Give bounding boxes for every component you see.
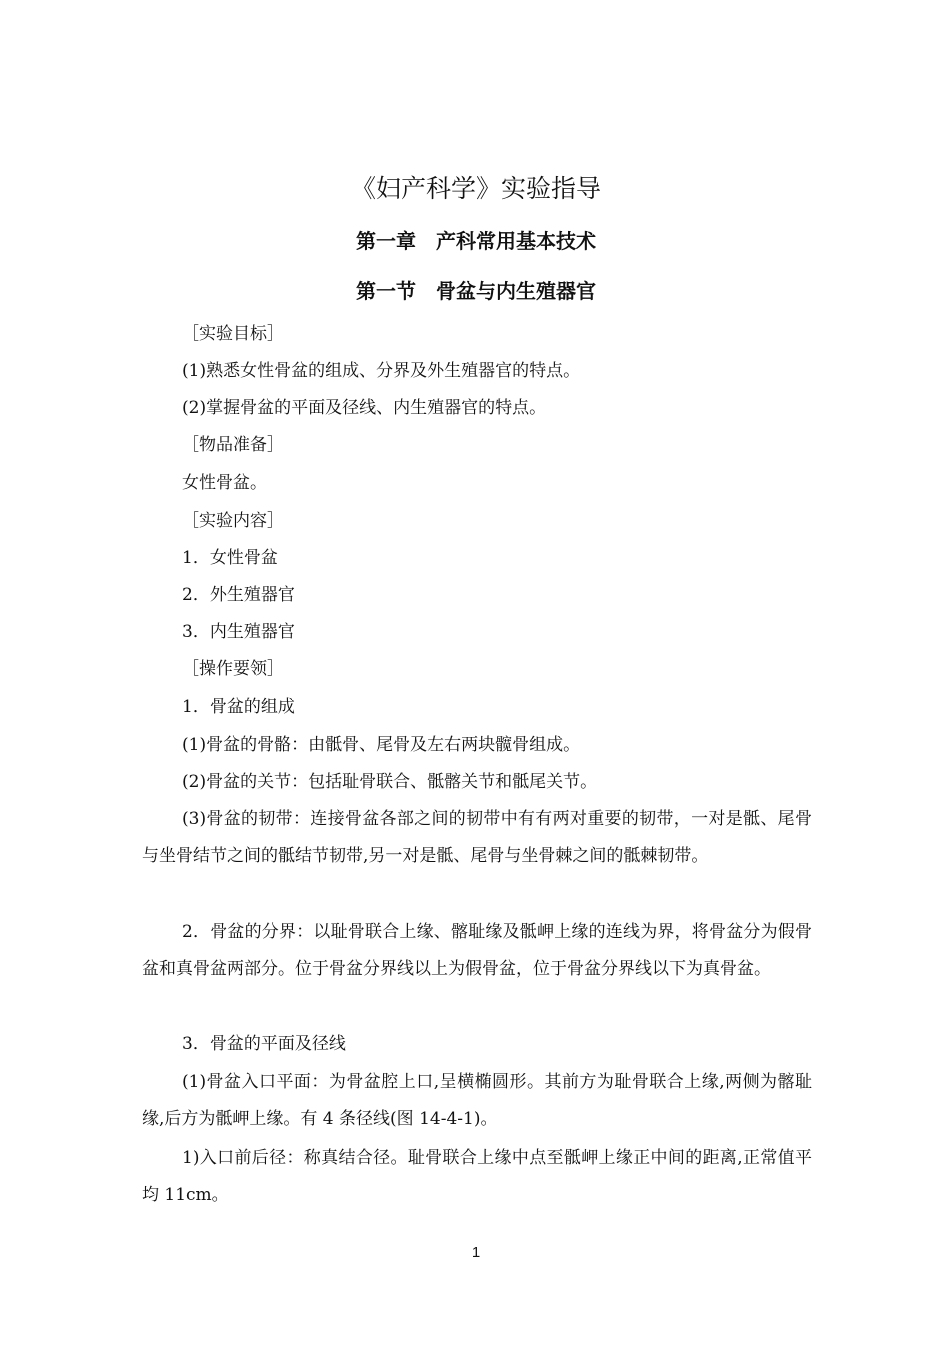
heading-materials: ［物品准备］ [182, 435, 284, 455]
paragraph-planes-heading: 3．骨盆的平面及径线 [182, 1034, 346, 1054]
chapter-heading: 第一章 产科常用基本技术 [356, 229, 596, 253]
paragraph-inlet-plane: (1)骨盆入口平面：为骨盆腔上口,呈横椭圆形。其前方为耻骨联合上缘,两侧为髂耻缘,后方为骶岬上缘。有 4 条径线(图 14-4-1)。 [142, 1072, 812, 1129]
content-item-1: 1．女性骨盆 [182, 548, 278, 568]
document-title: 《妇产科学》实验指导 [350, 174, 601, 203]
paragraph-ligaments: (3)骨盆的韧带：连接骨盆各部之间的韧带中有有两对重要的韧带，一对是骶、尾骨与坐骨结节之间的骶结节韧带,另一对是骶、尾骨与坐骨棘之间的骶棘韧带。 [142, 809, 812, 866]
paragraph-division: 2．骨盆的分界：以耻骨联合上缘、髂耻缘及骶岬上缘的连线为界，将骨盆分为假骨盆和真骨盆两部分。位于骨盆分界线以上为假骨盆，位于骨盆分界线以下为真骨盆。 [142, 922, 812, 979]
objective-1: (1)熟悉女性骨盆的组成、分界及外生殖器官的特点。 [182, 361, 581, 381]
procedure-item-1: 1．骨盆的组成 [182, 697, 295, 717]
heading-objectives: ［实验目标］ [182, 324, 284, 344]
section-heading: 第一节 骨盆与内生殖器官 [356, 279, 596, 303]
procedure-sub-1: (1)骨盆的骨骼：由骶骨、尾骨及左右两块髋骨组成。 [182, 735, 581, 755]
objective-2: (2)掌握骨盆的平面及径线、内生殖器官的特点。 [182, 398, 547, 418]
content-item-2: 2．外生殖器官 [182, 585, 295, 605]
procedure-sub-2: (2)骨盆的关节：包括耻骨联合、骶髂关节和骶尾关节。 [182, 772, 598, 792]
materials-item: 女性骨盆。 [182, 473, 267, 493]
heading-content: ［实验内容］ [182, 511, 284, 531]
content-item-3: 3．内生殖器官 [182, 622, 295, 642]
heading-procedure: ［操作要领］ [182, 659, 284, 679]
paragraph-inlet-diameter: 1)入口前后径：称真结合径。耻骨联合上缘中点至骶岬上缘正中间的距离,正常值平均 11cm。 [142, 1148, 812, 1205]
page-number: 1 [471, 1244, 481, 1261]
